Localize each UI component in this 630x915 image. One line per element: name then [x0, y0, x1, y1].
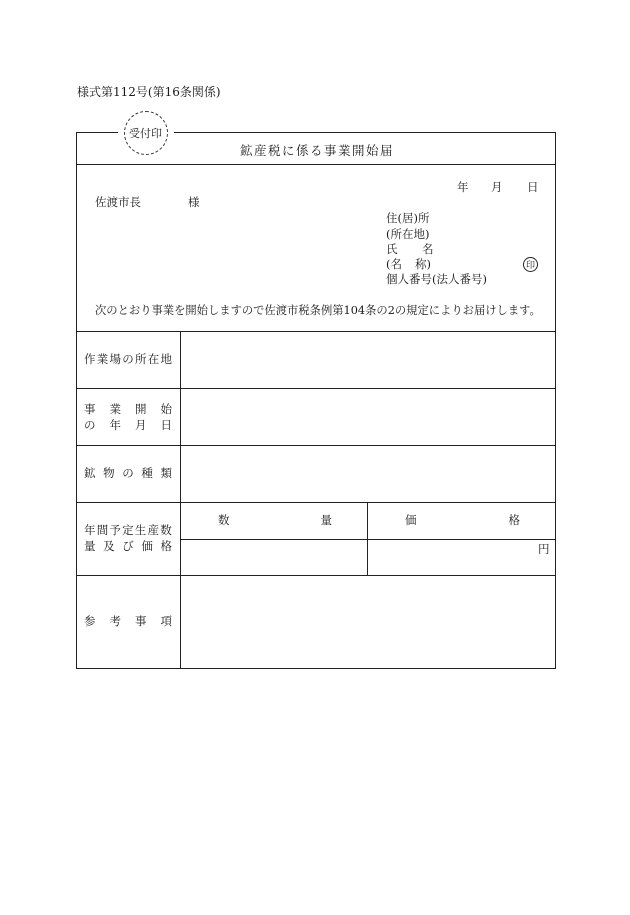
applicant-address-sub: (所在地): [386, 227, 430, 241]
declaration-statement: 次のとおり事業を開始しますので佐渡市税条例第104条の2の規定によりお届けします。: [95, 304, 541, 317]
applicant-id-label: 個人番号(法人番号): [386, 272, 487, 286]
applicant-name-label-1: 氏: [386, 242, 398, 256]
date-year-label: 年: [457, 180, 469, 194]
addressee-name: 佐渡市長: [95, 195, 141, 209]
applicant-name-label-2: 名: [422, 242, 434, 256]
applicant-name-sub-1: (名: [386, 257, 402, 271]
price-unit: 円: [538, 542, 550, 556]
workplace-label: 作 業 場 の 所 在 地: [84, 352, 172, 366]
quantity-price-divider: [367, 502, 368, 575]
mineral-type-label: 鉱 物 の 種 類: [84, 466, 172, 480]
start-date-label-line2: の 年 月 日: [84, 418, 172, 432]
row-divider-2: [76, 445, 556, 446]
form-frame: [76, 132, 556, 669]
row-divider-4: [76, 575, 556, 576]
reception-stamp-label: 受付印: [129, 127, 162, 140]
remarks-label: 参 考 事 項: [84, 614, 172, 628]
header-divider: [76, 331, 556, 332]
date-day-label: 日: [527, 180, 539, 194]
applicant-name-sub-2: 称): [415, 257, 431, 271]
production-label-line1: 年間予定生産数: [84, 523, 173, 537]
production-label-line2: 量 及 び 価 格: [84, 539, 172, 553]
title-divider: [76, 164, 556, 165]
price-header: 価 格: [405, 513, 520, 527]
form-number: 様式第112号(第16条関係): [77, 85, 221, 99]
row-divider-1: [76, 388, 556, 389]
date-month-label: 月: [491, 180, 503, 194]
start-date-label-line1: 事 業 開 始: [84, 402, 172, 416]
seal-mark: 印: [523, 257, 538, 272]
form-title: 鉱産税に係る事業開始届: [240, 143, 395, 158]
production-subdivider: [181, 539, 556, 540]
applicant-address-label: 住(居)所: [386, 211, 430, 225]
row-divider-3: [76, 502, 556, 503]
label-column-divider: [180, 331, 181, 669]
addressee-honorific: 様: [188, 195, 200, 209]
quantity-header: 数 量: [218, 513, 332, 527]
